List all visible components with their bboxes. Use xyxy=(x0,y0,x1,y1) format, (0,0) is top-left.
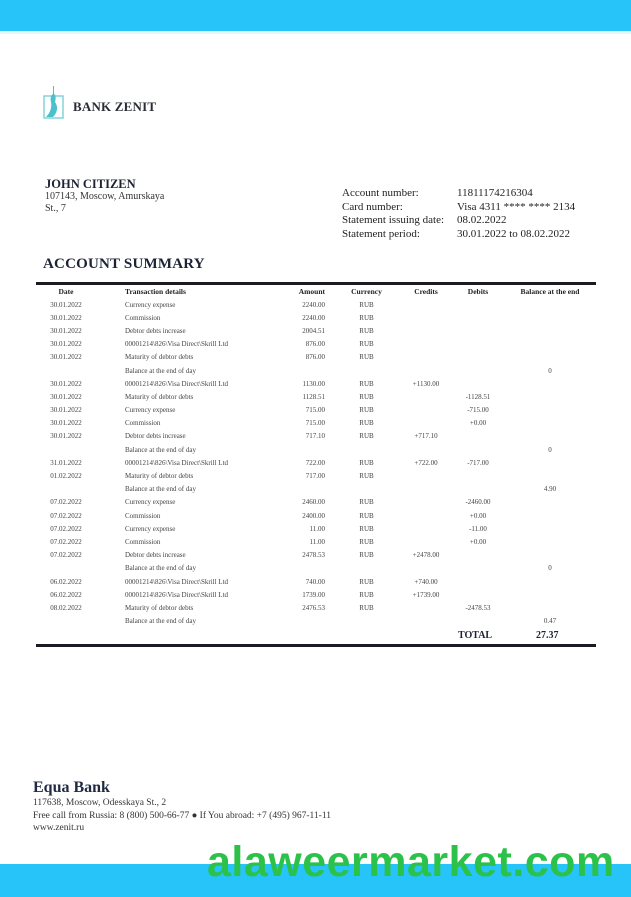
cell-currency: RUB xyxy=(359,511,374,520)
cell-balance xyxy=(504,311,596,324)
total-label: TOTAL xyxy=(458,630,493,641)
issuing-date-row xyxy=(342,214,575,228)
top-bar-shadow xyxy=(0,31,631,34)
cell-amount: 1130.00 xyxy=(302,379,325,388)
cell-debit: +0.00 xyxy=(469,511,487,520)
table-bottom-rule xyxy=(36,644,596,647)
table-row xyxy=(36,535,596,548)
cell-balance xyxy=(504,338,596,351)
cell-amount: 2460.00 xyxy=(302,498,325,507)
cell-debit xyxy=(452,549,504,562)
table-row xyxy=(36,469,596,482)
table-row xyxy=(36,390,596,403)
col-header-debits: Debits xyxy=(467,287,489,296)
cell-debit xyxy=(452,311,504,324)
cell-debit: +0.00 xyxy=(469,419,487,428)
cell-details: Commission xyxy=(125,313,161,322)
cell-details: 00001214\826\Visa Direct\Skrill Ltd xyxy=(125,577,229,586)
cell-details: Currency expense xyxy=(125,300,176,309)
cell-debit xyxy=(452,377,504,390)
cell-credit xyxy=(400,509,452,522)
cell-credit xyxy=(400,351,452,364)
cell-debit xyxy=(452,430,504,443)
table-row xyxy=(36,509,596,522)
cell-currency: RUB xyxy=(359,432,374,441)
cell-currency xyxy=(333,483,400,496)
cell-date: 07.02.2022 xyxy=(50,511,82,520)
cell-date: 30.01.2022 xyxy=(50,392,82,401)
cell-balance xyxy=(504,390,596,403)
balance-row xyxy=(36,364,596,377)
cell-currency: RUB xyxy=(359,498,374,507)
cell-date: 30.01.2022 xyxy=(50,379,82,388)
cell-details: 00001214\826\Visa Direct\Skrill Ltd xyxy=(125,379,229,388)
cell-debit: -11.00 xyxy=(469,524,487,533)
issuing-date-value: 08.02.2022 xyxy=(457,214,507,227)
cell-date: 07.02.2022 xyxy=(50,551,82,560)
cell-balance xyxy=(504,509,596,522)
cell-balance xyxy=(504,430,596,443)
cell-debit: -2478.53 xyxy=(465,603,491,612)
cell-credit xyxy=(400,338,452,351)
cell-date: 07.02.2022 xyxy=(50,524,82,533)
cell-date: 01.02.2022 xyxy=(50,472,82,481)
cell-details: Maturity of debtor debts xyxy=(125,392,194,401)
cell-debit xyxy=(452,615,504,628)
footer-address: 117638, Moscow, Odesskaya St., 2 xyxy=(33,798,167,808)
cell-debit: -2460.00 xyxy=(465,498,491,507)
cell-currency: RUB xyxy=(359,551,374,560)
footer-website-link[interactable]: www.zenit.ru xyxy=(33,823,85,833)
cell-details: Currency expense xyxy=(125,498,176,507)
cell-amount: 11.00 xyxy=(309,537,325,546)
cell-amount xyxy=(296,483,333,496)
cell-amount: 715.00 xyxy=(305,419,325,428)
balance-row xyxy=(36,443,596,456)
col-header-currency: Currency xyxy=(351,287,382,296)
cell-amount: 1739.00 xyxy=(302,590,325,599)
cell-credit xyxy=(400,417,452,430)
cell-credit xyxy=(400,390,452,403)
cell-credit xyxy=(400,535,452,548)
cell-date: 30.01.2022 xyxy=(50,340,82,349)
cell-currency: RUB xyxy=(359,577,374,586)
cell-amount: 11.00 xyxy=(309,524,325,533)
table-row xyxy=(36,496,596,509)
cell-credit xyxy=(400,562,452,575)
cell-balance xyxy=(504,535,596,548)
cell-details: Debtor debts increase xyxy=(125,551,186,560)
cell-currency: RUB xyxy=(359,392,374,401)
cell-amount: 2004.51 xyxy=(302,326,325,335)
table-row xyxy=(36,588,596,601)
col-header-balance: Balance at the end xyxy=(520,287,580,296)
bank-logo-text: BANK ZENIT xyxy=(73,99,157,114)
bank-logo xyxy=(43,84,156,120)
cell-debit xyxy=(452,338,504,351)
cell-date: 07.02.2022 xyxy=(50,537,82,546)
cell-debit xyxy=(452,588,504,601)
table-row xyxy=(36,338,596,351)
cell-balance xyxy=(504,324,596,337)
cell-balance xyxy=(504,377,596,390)
statement-period-row xyxy=(342,228,575,242)
total-value: 27.37 xyxy=(536,630,559,641)
cell-credit xyxy=(400,469,452,482)
cell-currency: RUB xyxy=(359,603,374,612)
card-number-label: Card number: xyxy=(342,200,403,213)
total-row xyxy=(36,630,596,644)
transactions-table xyxy=(36,285,596,628)
cell-currency: RUB xyxy=(359,340,374,349)
cell-balance xyxy=(504,417,596,430)
account-details xyxy=(342,187,575,241)
cell-balance xyxy=(504,298,596,311)
cell-credit xyxy=(400,522,452,535)
table-row xyxy=(36,456,596,469)
cell-debit: +0.00 xyxy=(469,537,487,546)
col-header-amount: Amount xyxy=(298,287,325,296)
cell-balance xyxy=(504,549,596,562)
cell-amount xyxy=(296,615,333,628)
table-row xyxy=(36,377,596,390)
issuing-date-label: Statement issuing date: xyxy=(342,214,445,227)
cell-currency: RUB xyxy=(359,313,374,322)
table-row xyxy=(36,351,596,364)
cell-details: Currency expense xyxy=(125,406,176,415)
cell-credit: +717.10 xyxy=(414,432,438,441)
cell-debit xyxy=(452,364,504,377)
cell-balance xyxy=(504,404,596,417)
cell-details: 00001214\826\Visa Direct\Skrill Ltd xyxy=(125,340,229,349)
col-header-credits: Credits xyxy=(414,287,438,296)
cell-credit xyxy=(400,601,452,614)
cell-currency: RUB xyxy=(359,353,374,362)
table-row xyxy=(36,324,596,337)
cell-amount: 717.10 xyxy=(305,432,325,441)
cell-credit: +722.00 xyxy=(414,458,438,467)
table-row xyxy=(36,298,596,311)
cell-amount: 715.00 xyxy=(305,406,325,415)
cell-currency: RUB xyxy=(359,537,374,546)
cell-debit xyxy=(452,469,504,482)
cell-amount: 2240.00 xyxy=(302,313,325,322)
customer-block xyxy=(45,177,245,215)
cell-currency: RUB xyxy=(359,379,374,388)
cell-amount: 722.00 xyxy=(305,458,325,467)
cell-credit xyxy=(400,496,452,509)
customer-name: JOHN CITIZEN xyxy=(45,177,136,191)
account-number-label: Account number: xyxy=(342,187,419,199)
cell-credit xyxy=(400,443,452,456)
cell-balance: 4.90 xyxy=(543,485,557,494)
cell-balance: 0 xyxy=(548,366,552,375)
cell-credit xyxy=(400,324,452,337)
cell-details: Commission xyxy=(125,511,161,520)
card-number-row xyxy=(342,201,575,215)
cell-debit xyxy=(452,443,504,456)
cell-date: 30.01.2022 xyxy=(50,326,82,335)
cell-debit: -715.00 xyxy=(467,406,489,415)
cell-balance xyxy=(504,456,596,469)
cell-amount: 2478.53 xyxy=(302,551,325,560)
cell-amount: 2240.00 xyxy=(302,300,325,309)
account-number-row xyxy=(342,187,575,201)
cell-amount: 740.00 xyxy=(305,577,325,586)
col-header-details: Transaction details xyxy=(125,287,186,296)
cell-currency xyxy=(333,443,400,456)
cell-date xyxy=(36,483,96,496)
cell-amount xyxy=(296,562,333,575)
cell-date: 06.02.2022 xyxy=(50,590,82,599)
cell-details: Balance at the end of day xyxy=(125,445,196,454)
cell-currency: RUB xyxy=(359,326,374,335)
cell-currency: RUB xyxy=(359,524,374,533)
cell-details: Balance at the end of day xyxy=(125,485,196,494)
cell-balance xyxy=(504,522,596,535)
cell-date: 08.02.2022 xyxy=(50,603,82,612)
cell-details: Currency expense xyxy=(125,524,176,533)
cell-balance: 0.47 xyxy=(543,617,557,626)
cell-details: 00001214\826\Visa Direct\Skrill Ltd xyxy=(125,458,229,467)
table-row xyxy=(36,522,596,535)
top-brand-bar xyxy=(0,0,631,31)
table-row xyxy=(36,430,596,443)
cell-details: Maturity of debtor debts xyxy=(125,603,194,612)
cell-balance xyxy=(504,601,596,614)
cell-date xyxy=(36,364,96,377)
cell-amount xyxy=(296,364,333,377)
table-row xyxy=(36,404,596,417)
table-row xyxy=(36,601,596,614)
cell-details: 00001214\826\Visa Direct\Skrill Ltd xyxy=(125,590,229,599)
cell-debit xyxy=(452,324,504,337)
footer-phones: Free call from Russia: 8 (800) 500-66-77 ● If You abroad: +7 (495) 967-11-11 xyxy=(33,810,331,821)
cell-currency: RUB xyxy=(359,590,374,599)
footer xyxy=(33,779,331,835)
cell-details: Balance at the end of day xyxy=(125,617,196,626)
cell-date: 31.01.2022 xyxy=(50,458,82,467)
cell-amount: 1128.51 xyxy=(302,392,325,401)
transactions-table-wrap xyxy=(36,282,596,628)
cell-date xyxy=(36,615,96,628)
cell-credit: +1739.00 xyxy=(412,590,440,599)
cell-details: Commission xyxy=(125,537,161,546)
cell-date: 30.01.2022 xyxy=(50,300,82,309)
cell-credit: +740.00 xyxy=(414,577,438,586)
cell-details: Balance at the end of day xyxy=(125,564,196,573)
cell-credit: +1130.00 xyxy=(412,379,440,388)
footer-bank-name: Equa Bank xyxy=(33,779,110,796)
balance-row xyxy=(36,615,596,628)
cell-details: Debtor debts increase xyxy=(125,432,186,441)
account-summary-title: ACCOUNT SUMMARY xyxy=(43,256,205,272)
table-row xyxy=(36,311,596,324)
balance-row xyxy=(36,483,596,496)
cell-debit xyxy=(452,483,504,496)
account-number-value: 11811174216304 xyxy=(457,187,533,199)
cell-balance: 0 xyxy=(548,564,552,573)
cell-credit: +2478.00 xyxy=(412,551,440,560)
cell-currency: RUB xyxy=(359,406,374,415)
cell-date: 06.02.2022 xyxy=(50,577,82,586)
cell-debit xyxy=(452,562,504,575)
table-row xyxy=(36,417,596,430)
cell-details: Maturity of debtor debts xyxy=(125,353,194,362)
cell-currency: RUB xyxy=(359,300,374,309)
cell-currency xyxy=(333,364,400,377)
cell-balance xyxy=(504,588,596,601)
cell-date: 30.01.2022 xyxy=(50,313,82,322)
cell-amount: 2476.53 xyxy=(302,603,325,612)
balance-row xyxy=(36,562,596,575)
cell-balance: 0 xyxy=(548,445,552,454)
customer-address-line-2: St., 7 xyxy=(45,203,66,214)
cell-currency: RUB xyxy=(359,472,374,481)
cell-amount: 2400.00 xyxy=(302,511,325,520)
cell-amount: 717.00 xyxy=(305,472,325,481)
cell-details: Commission xyxy=(125,419,161,428)
table-row xyxy=(36,549,596,562)
card-number-value: Visa 4311 **** **** 2134 xyxy=(457,200,576,213)
cell-details: Debtor debts increase xyxy=(125,326,186,335)
cell-amount: 876.00 xyxy=(305,353,325,362)
cell-debit: -1128.51 xyxy=(465,392,491,401)
cell-currency xyxy=(333,615,400,628)
cell-date: 30.01.2022 xyxy=(50,419,82,428)
cell-date: 30.01.2022 xyxy=(50,432,82,441)
cell-debit xyxy=(452,575,504,588)
cell-balance xyxy=(504,575,596,588)
cell-debit xyxy=(452,298,504,311)
cell-credit xyxy=(400,311,452,324)
cell-details: Balance at the end of day xyxy=(125,366,196,375)
cell-debit: -717.00 xyxy=(467,458,489,467)
cell-currency xyxy=(333,562,400,575)
transactions-body xyxy=(36,298,596,628)
cell-details: Maturity of debtor debts xyxy=(125,472,194,481)
cell-currency: RUB xyxy=(359,458,374,467)
bank-zenit-tower-icon xyxy=(43,84,65,120)
cell-date xyxy=(36,443,96,456)
cell-date: 07.02.2022 xyxy=(50,498,82,507)
statement-period-value: 30.01.2022 to 08.02.2022 xyxy=(457,227,571,240)
cell-date: 30.01.2022 xyxy=(50,406,82,415)
col-header-date: Date xyxy=(58,287,74,296)
cell-balance xyxy=(504,469,596,482)
table-header-row xyxy=(36,285,596,298)
cell-amount: 876.00 xyxy=(305,340,325,349)
cell-date: 30.01.2022 xyxy=(50,353,82,362)
cell-credit xyxy=(400,615,452,628)
cell-credit xyxy=(400,298,452,311)
customer-address-line-1: 107143, Moscow, Amurskaya xyxy=(45,191,165,202)
cell-balance xyxy=(504,496,596,509)
watermark: alaweermarket.com xyxy=(207,838,615,886)
cell-credit xyxy=(400,364,452,377)
cell-balance xyxy=(504,351,596,364)
table-row xyxy=(36,575,596,588)
cell-date xyxy=(36,562,96,575)
cell-credit xyxy=(400,404,452,417)
cell-debit xyxy=(452,351,504,364)
cell-credit xyxy=(400,483,452,496)
cell-currency: RUB xyxy=(359,419,374,428)
cell-amount xyxy=(296,443,333,456)
statement-period-label: Statement period: xyxy=(342,227,420,240)
